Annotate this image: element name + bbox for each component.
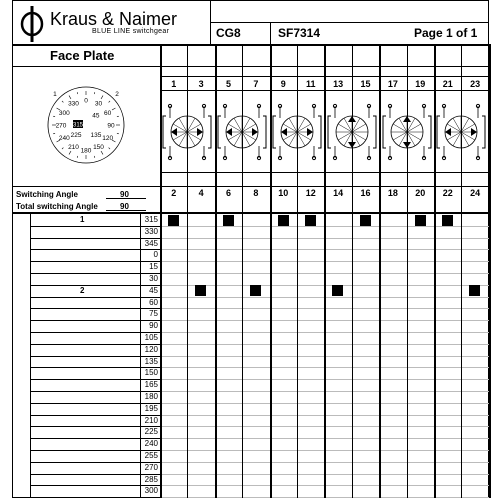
closed-contact-mark	[195, 285, 206, 296]
switching-angle-label: Switching Angle	[16, 190, 78, 199]
position-angle: 330	[144, 226, 158, 236]
bottom-terminal-number: 14	[333, 188, 344, 198]
angle-column-line	[140, 214, 141, 497]
top-terminal-number: 15	[360, 79, 371, 89]
grid-column-line	[434, 44, 436, 498]
bottom-terminal-number: 2	[171, 188, 177, 198]
position-angle: 135	[144, 356, 158, 366]
position-angle: 45	[149, 285, 158, 295]
position-angle: 90	[149, 321, 158, 331]
grid-column-line	[461, 44, 462, 498]
closed-contact-mark	[278, 215, 289, 226]
dial-angle-label: 300	[58, 109, 70, 117]
grid-column-line	[160, 44, 162, 498]
brand-name: Kraus & Naimer	[50, 9, 178, 29]
top-terminal-number: 23	[470, 79, 481, 89]
position-angle: 0	[153, 250, 158, 260]
position-angle: 345	[144, 238, 158, 248]
top-terminal-number: 7	[253, 79, 259, 89]
top-terminal-number: 11	[305, 79, 316, 89]
bottom-terminal-number: 4	[198, 188, 204, 198]
closed-contact-mark	[250, 285, 261, 296]
dial-position-label: 1	[53, 91, 57, 99]
grid-column-line	[324, 44, 326, 498]
closed-contact-mark	[360, 215, 371, 226]
position-angle: 225	[144, 427, 158, 437]
closed-contact-mark	[415, 215, 426, 226]
bottom-terminal-number: 12	[305, 188, 316, 198]
dial-angle-label: 270	[55, 122, 67, 130]
grid-column-line	[489, 44, 491, 498]
dial-inner-angle-label: 225	[70, 132, 82, 140]
top-terminal-number: 1	[171, 79, 177, 89]
grid-column-line	[215, 44, 217, 498]
position-angle: 285	[144, 474, 158, 484]
dial-inner-angle-label: 135	[90, 132, 102, 140]
grid-column-line	[242, 44, 243, 498]
grid-line	[160, 76, 489, 77]
bottom-terminal-number: 16	[360, 188, 371, 198]
grid-column-line	[187, 44, 188, 498]
top-terminal-number: 21	[442, 79, 453, 89]
bottom-terminal-number: 24	[470, 188, 481, 198]
position-angle: 195	[144, 403, 158, 413]
series-code: CG8	[216, 26, 241, 40]
grid-column-line	[352, 44, 353, 498]
position-angle: 30	[149, 274, 158, 283]
bottom-terminal-number: 10	[278, 188, 289, 198]
position-angle: 165	[144, 380, 158, 390]
position-angle: 120	[144, 344, 158, 354]
dial-angle-label: 210	[68, 143, 79, 151]
position-label: 1	[80, 215, 85, 224]
bottom-terminal-number: 18	[387, 188, 398, 198]
dial-angle-label: 0	[84, 97, 88, 105]
dial-angle-label: 150	[93, 143, 104, 151]
grid-column-line	[379, 44, 381, 498]
position-angle: 105	[144, 333, 158, 342]
closed-contact-mark	[223, 215, 234, 226]
position-label: 2	[80, 285, 85, 295]
face-plate-dial	[28, 82, 148, 168]
position-angle: 210	[144, 415, 158, 425]
dial-angle-label: 30	[94, 100, 103, 108]
logo	[14, 2, 210, 42]
dial-angle-label: 120	[102, 134, 114, 142]
dial-position-label: 2	[115, 91, 119, 99]
label-column-line	[30, 214, 31, 497]
grid-line	[160, 90, 489, 91]
position-angle: 270	[144, 462, 158, 472]
total-switching-angle-label: Total switching Angle	[16, 202, 98, 211]
position-angle: 300	[144, 486, 158, 496]
closed-contact-mark	[305, 215, 316, 226]
closed-contact-mark	[332, 285, 343, 296]
dial-angle-label: 240	[58, 134, 70, 142]
closed-contact-mark	[469, 285, 480, 296]
position-angle: 255	[144, 451, 158, 460]
top-terminal-number: 9	[280, 79, 286, 89]
face-plate-title: Face Plate	[50, 48, 115, 63]
top-terminal-number: 17	[387, 79, 398, 89]
brand-tagline: BLUE LINE switchgear	[92, 28, 170, 35]
grid-column-line	[407, 44, 408, 498]
position-angle: 60	[149, 297, 158, 307]
table-row-line	[30, 497, 160, 498]
position-angle: 15	[149, 262, 158, 272]
closed-contact-mark	[442, 215, 453, 226]
dial-inner-angle-label: 45	[92, 112, 100, 120]
bottom-terminal-number: 20	[415, 188, 426, 198]
top-terminal-number: 19	[415, 79, 426, 89]
grid-column-line	[297, 44, 298, 498]
grid-line	[160, 172, 489, 173]
diagram-number: SF7314	[278, 26, 321, 40]
top-terminal-number: 5	[225, 79, 231, 89]
bottom-terminal-number: 8	[253, 188, 259, 198]
dial-angle-label: 60	[104, 109, 112, 117]
position-angle: 75	[149, 309, 158, 319]
phi-logo-icon	[18, 4, 48, 44]
total-switching-angle-value: 90	[120, 202, 129, 211]
page-indicator: Page 1 of 1	[414, 26, 478, 40]
bottom-terminal-number: 6	[225, 188, 231, 198]
dial-angle-label: 90	[107, 122, 115, 130]
top-terminal-number: 13	[333, 79, 344, 89]
position-angle: 315	[144, 215, 158, 224]
position-angle: 180	[144, 392, 158, 401]
position-angle: 150	[144, 368, 158, 378]
position-angle: 240	[144, 439, 158, 449]
top-terminal-number: 3	[198, 79, 204, 89]
grid-column-line	[270, 44, 272, 498]
svg-text:315: 315	[72, 122, 84, 129]
closed-contact-mark	[168, 215, 179, 226]
dial-angle-label: 330	[68, 100, 79, 108]
bottom-terminal-number: 22	[442, 188, 453, 198]
dial-angle-label: 180	[80, 147, 92, 155]
switching-angle-value: 90	[120, 190, 129, 199]
